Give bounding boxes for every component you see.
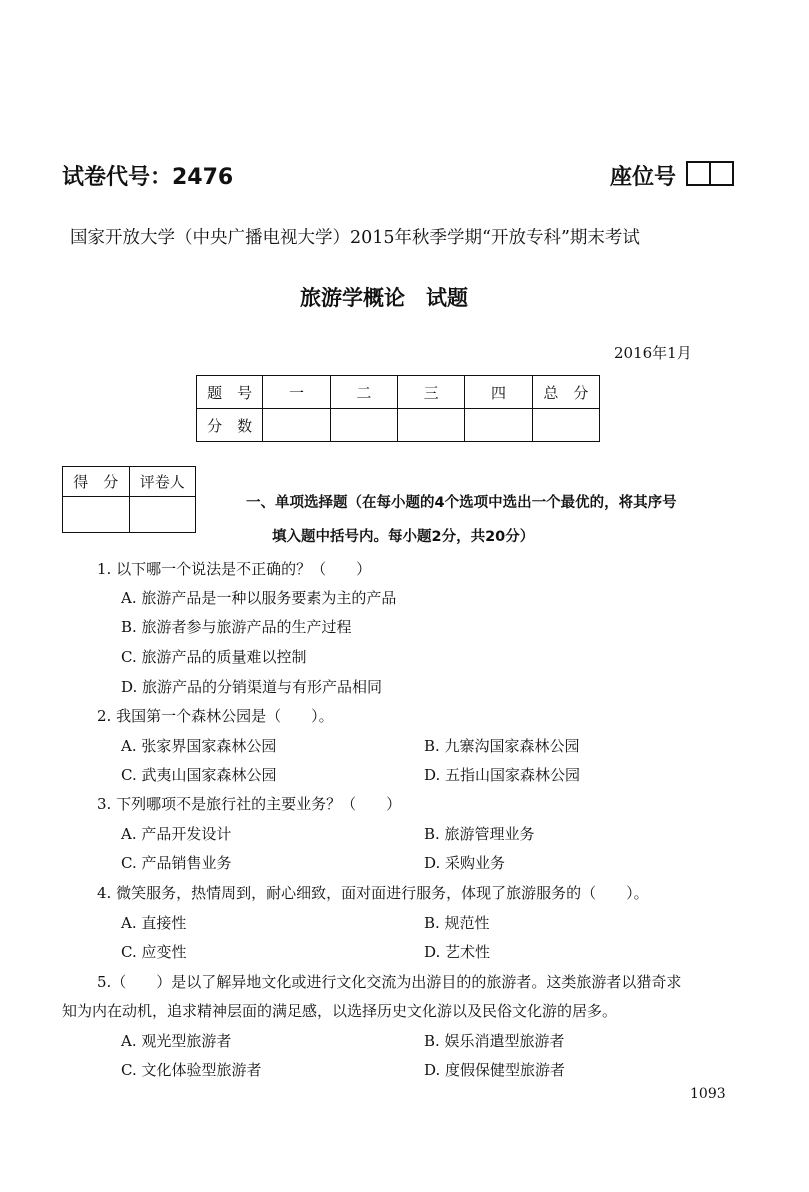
score-cell[interactable] [465,409,532,442]
question-option: D. 旅游产品的分销渠道与有形产品相同 [121,678,383,696]
question-stem: 5.（ ）是以了解异地文化或进行文化交流为出游目的的旅游者。这类旅游者以猎奇求 [97,973,682,991]
question-option: C. 应变性 [121,943,187,961]
question-stem: 4. 微笑服务，热情周到，耐心细致，面对面进行服务，体现了旅游服务的（ ）。 [97,884,649,902]
question-option: A. 产品开发设计 [121,825,232,843]
grader-name-label: 评卷人 [129,467,195,497]
question-stem: 2. 我国第一个森林公园是（ ）。 [97,707,334,725]
question-option: D. 度假保健型旅游者 [424,1061,566,1079]
question-stem-continued: 知为内在动机，追求精神层面的满足感，以选择历史文化游以及民俗文化游的居多。 [62,1002,618,1020]
score-table-header: 二 [330,376,397,409]
question-option: C. 武夷山国家森林公园 [121,766,277,784]
subject-title: 旅游学概论 试题 [300,286,468,310]
question-option: B. 旅游者参与旅游产品的生产过程 [121,618,352,636]
question-option: D. 五指山国家森林公园 [424,766,581,784]
score-cell[interactable] [330,409,397,442]
question-stem: 1. 以下哪一个说法是不正确的？（ ） [97,560,372,578]
score-cell[interactable] [263,409,330,442]
score-table-header: 一 [263,376,330,409]
question-option: C. 旅游产品的质量难以控制 [121,648,307,666]
grader-score-label: 得 分 [63,467,130,497]
question-option: C. 文化体验型旅游者 [121,1061,262,1079]
section-heading-line2: 填入题中括号内。每小题2分，共20分） [272,529,535,545]
question-option: A. 旅游产品是一种以服务要素为主的产品 [121,589,397,607]
section-heading-line1: 一、单项选择题（在每小题的4个选项中选出一个最优的，将其序号 [246,495,677,511]
page-number: 1093 [690,1086,726,1102]
question-option: C. 产品销售业务 [121,854,232,872]
score-table-header: 总 分 [532,376,599,409]
grader-score-cell[interactable] [63,497,130,533]
question-option: B. 规范性 [424,914,490,932]
score-table [196,375,600,442]
question-stem: 3. 下列哪项不是旅行社的主要业务？（ ） [97,795,402,813]
question-option: A. 观光型旅游者 [121,1032,232,1050]
score-cell[interactable] [532,409,599,442]
question-option: B. 旅游管理业务 [424,825,535,843]
question-option: D. 艺术性 [424,943,491,961]
exam-title: 国家开放大学（中央广播电视大学）2015年秋季学期“开放专科”期末考试 [70,228,640,248]
question-option: B. 九寨沟国家森林公园 [424,737,580,755]
question-option: A. 张家界国家森林公园 [121,737,277,755]
score-cell[interactable] [397,409,464,442]
score-table-row-label: 分 数 [197,409,263,442]
paper-code: 试卷代号：2476 [62,165,234,190]
question-option: A. 直接性 [121,914,187,932]
seat-number-box[interactable] [686,161,734,186]
question-option: B. 娱乐消遣型旅游者 [424,1032,565,1050]
grader-box [62,466,196,533]
seat-label: 座位号 [610,165,677,190]
score-table-header: 四 [465,376,532,409]
grader-name-cell[interactable] [129,497,195,533]
exam-date: 2016年1月 [614,344,692,362]
score-table-header: 题 号 [197,376,263,409]
question-option: D. 采购业务 [424,854,506,872]
score-table-header: 三 [397,376,464,409]
